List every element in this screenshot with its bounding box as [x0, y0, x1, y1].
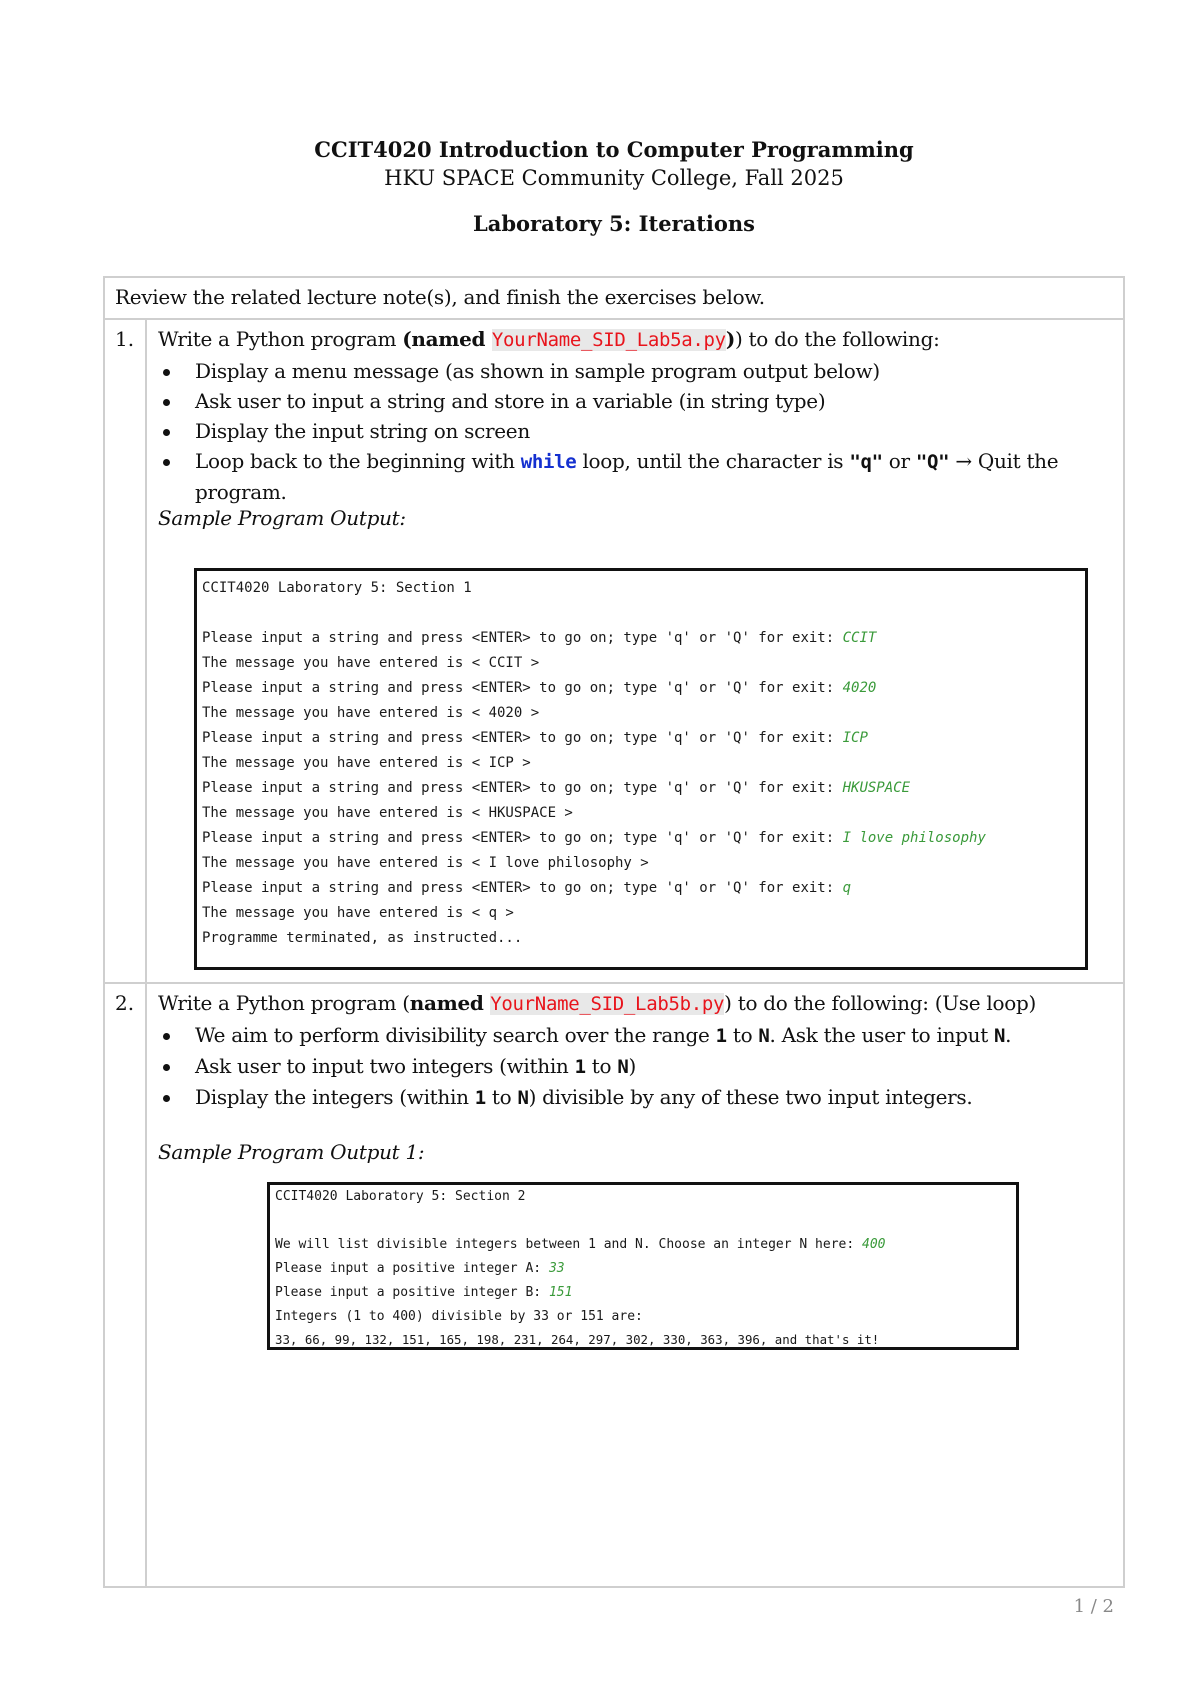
list-item: We aim to perform divisibility search over the range 1 to N. Ask the user to input N. [158, 1020, 1011, 1051]
exercise-table [103, 276, 1125, 1588]
sample-label: Sample Program Output: [158, 506, 406, 530]
list-item: Display a menu message (as shown in sample program output below) [158, 356, 1058, 386]
intro-row [105, 278, 1123, 320]
bullet-icon [163, 1095, 170, 1102]
sample-label: Sample Program Output 1: [158, 1140, 425, 1164]
requirement-list [158, 1020, 1011, 1113]
list-item: Display the integers (within 1 to N) divisible by any of these two input integers. [158, 1082, 1011, 1113]
bullet-icon [163, 1033, 170, 1040]
list-item: Ask user to input a string and store in a variable (in string type) [158, 386, 1058, 416]
page-number: 1 / 2 [1073, 1596, 1114, 1617]
question-1-row [105, 320, 1123, 984]
question-2-row [105, 984, 1123, 1586]
task-statement: Write a Python program (named YourName_SID_Lab5b.py) to do the following: (Use loop) [158, 991, 1036, 1015]
lab-title: Laboratory 5: Iterations [472, 211, 756, 236]
filename: YourName_SID_Lab5b.py [490, 993, 725, 1015]
bullet-icon [163, 369, 170, 376]
number-cell [105, 320, 147, 982]
list-item: Loop back to the beginning with while loop, until the character is "q" or "Q" → Quit the program. [158, 446, 1058, 507]
document-header [0, 136, 1200, 238]
task-statement: Write a Python program (named YourName_SID_Lab5a.py)) to do the following: [158, 327, 940, 351]
list-item: Display the input string on screen [158, 416, 1058, 446]
question-number: 1. [115, 327, 135, 351]
requirement-list [158, 356, 1058, 507]
sample-output-terminal: CCIT4020 Laboratory 5: Section 2 We will list divisible integers between 1 and N. Choose an integer N here: 400 Please input a positive integer A: 33 Please input a positive integer B: 151 Integers (1 to 400) divisible by 33 or 151 are: 33, 66, 99, 132, 151, 165, 198, 231, 264, 297, 302, 330, 363, 396, and that's it! [267, 1182, 1019, 1350]
course-title: CCIT4020 Introduction to Computer Programming [314, 137, 914, 162]
list-item: Ask user to input two integers (within 1 to N) [158, 1051, 1011, 1082]
bullet-icon [163, 429, 170, 436]
number-cell [105, 984, 147, 1586]
bullet-icon [163, 459, 170, 466]
question-number: 2. [115, 991, 135, 1015]
filename: YourName_SID_Lab5a.py [491, 329, 726, 351]
bullet-icon [163, 1064, 170, 1071]
college-line: HKU SPACE Community College, Fall 2025 [384, 166, 844, 190]
intro-text: Review the related lecture note(s), and finish the exercises below. [115, 285, 765, 309]
sample-output-terminal: CCIT4020 Laboratory 5: Section 1 Please input a string and press <ENTER> to go on; type 'q' or 'Q' for exit: CCIT The message you have entered is < CCIT > Please input a string and press <ENTER> to go on; type 'q' or 'Q' for exit: 4020 The message you have entered is < 4020 > Please input a string and press <ENTER> to go on; type 'q' or 'Q' for exit: ICP The message you have entered is < ICP > Please input a string and press <ENTER> to go on; type 'q' or 'Q' for exit: HKUSPACE The message you have entered is < HKUSPACE > Please input a string and press <ENTER> to go on; type 'q' or 'Q' for exit: I love philosophy The message you have entered is < I love philosophy > Please input a string and press <ENTER> to go on; type 'q' or 'Q' for exit: q The message you have entered is < q > Programme terminated, as instructed... [194, 568, 1088, 970]
bullet-icon [163, 399, 170, 406]
